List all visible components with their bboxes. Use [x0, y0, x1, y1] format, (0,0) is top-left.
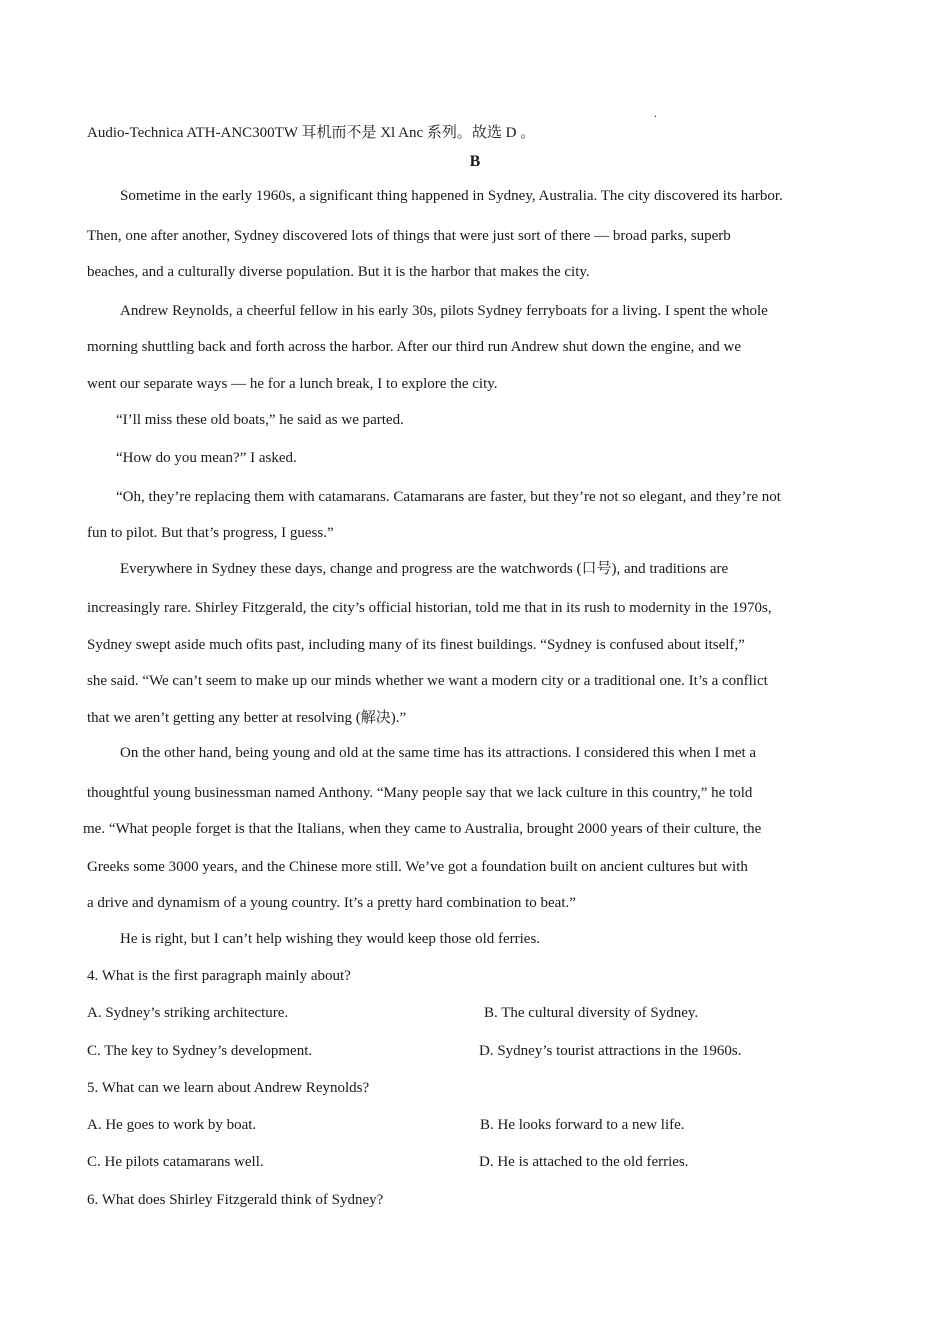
q4-option-d: D. Sydney’s tourist attractions in the 1960s. [479, 1043, 742, 1059]
section-heading: B [469, 153, 481, 170]
passage-line: beaches, and a culturally diverse population. But it is the harbor that makes the city. [87, 264, 590, 280]
passage-line: Then, one after another, Sydney discovered lots of things that were just sort of there — broad parks, superb [87, 228, 731, 244]
header-dot: . [654, 106, 657, 120]
answer-note: Audio-Technica ATH-ANC300TW 耳机而不是 Xl Anc 系列。故选 D 。 [87, 125, 536, 141]
passage-line: me. “What people forget is that the Italians, when they came to Australia, brought 2000 years of their culture, the [83, 821, 762, 837]
q4-option-b: B. The cultural diversity of Sydney. [484, 1005, 699, 1021]
passage-line: fun to pilot. But that’s progress, I guess.” [87, 525, 334, 541]
passage-line: Everywhere in Sydney these days, change and progress are the watchwords (口号), and traditions are [120, 561, 729, 577]
passage-line: morning shuttling back and forth across the harbor. After our third run Andrew shut down the engine, and we [87, 339, 742, 355]
passage-line: went our separate ways — he for a lunch break, I to explore the city. [87, 376, 498, 392]
passage-line: “How do you mean?” I asked. [116, 450, 297, 466]
passage-line: “I’ll miss these old boats,” he said as we parted. [116, 412, 404, 428]
passage-line: Sometime in the early 1960s, a significant thing happened in Sydney, Australia. The city discovered its harbor. [120, 188, 783, 204]
passage-line: a drive and dynamism of a young country. It’s a pretty hard combination to beat.” [87, 895, 576, 911]
q5-option-a: A. He goes to work by boat. [87, 1117, 257, 1133]
passage-line: On the other hand, being young and old at the same time has its attractions. I considered this when I met a [120, 745, 757, 761]
q4-option-a: A. Sydney’s striking architecture. [87, 1005, 289, 1021]
passage-line: increasingly rare. Shirley Fitzgerald, the city’s official historian, told me that in its rush to modernity in the 1970s, [87, 600, 772, 616]
q4-option-c: C. The key to Sydney’s development. [87, 1043, 313, 1059]
passage-line: Sydney swept aside much ofits past, including many of its finest buildings. “Sydney is confused about itself,” [87, 637, 745, 653]
q5-option-b: B. He looks forward to a new life. [480, 1117, 685, 1133]
question-4: 4. What is the first paragraph mainly about? [87, 968, 351, 984]
question-6: 6. What does Shirley Fitzgerald think of Sydney? [87, 1192, 384, 1208]
passage-line: thoughtful young businessman named Anthony. “Many people say that we lack culture in this country,” he told [87, 785, 753, 801]
question-5: 5. What can we learn about Andrew Reynolds? [87, 1080, 370, 1096]
q5-option-d: D. He is attached to the old ferries. [479, 1154, 689, 1170]
passage-line: He is right, but I can’t help wishing they would keep those old ferries. [120, 931, 541, 947]
passage-line: that we aren’t getting any better at resolving (解决).” [87, 710, 407, 726]
passage-line: “Oh, they’re replacing them with catamarans. Catamarans are faster, but they’re not so elegant, and they’re not [116, 489, 781, 505]
passage-line: she said. “We can’t seem to make up our minds whether we want a modern city or a traditional one. It’s a conflict [87, 673, 768, 689]
passage-line: Greeks some 3000 years, and the Chinese more still. We’ve got a foundation built on ancient cultures but with [87, 859, 748, 875]
passage-line: Andrew Reynolds, a cheerful fellow in his early 30s, pilots Sydney ferryboats for a living. I spent the whole [120, 303, 768, 319]
q5-option-c: C. He pilots catamarans well. [87, 1154, 264, 1170]
